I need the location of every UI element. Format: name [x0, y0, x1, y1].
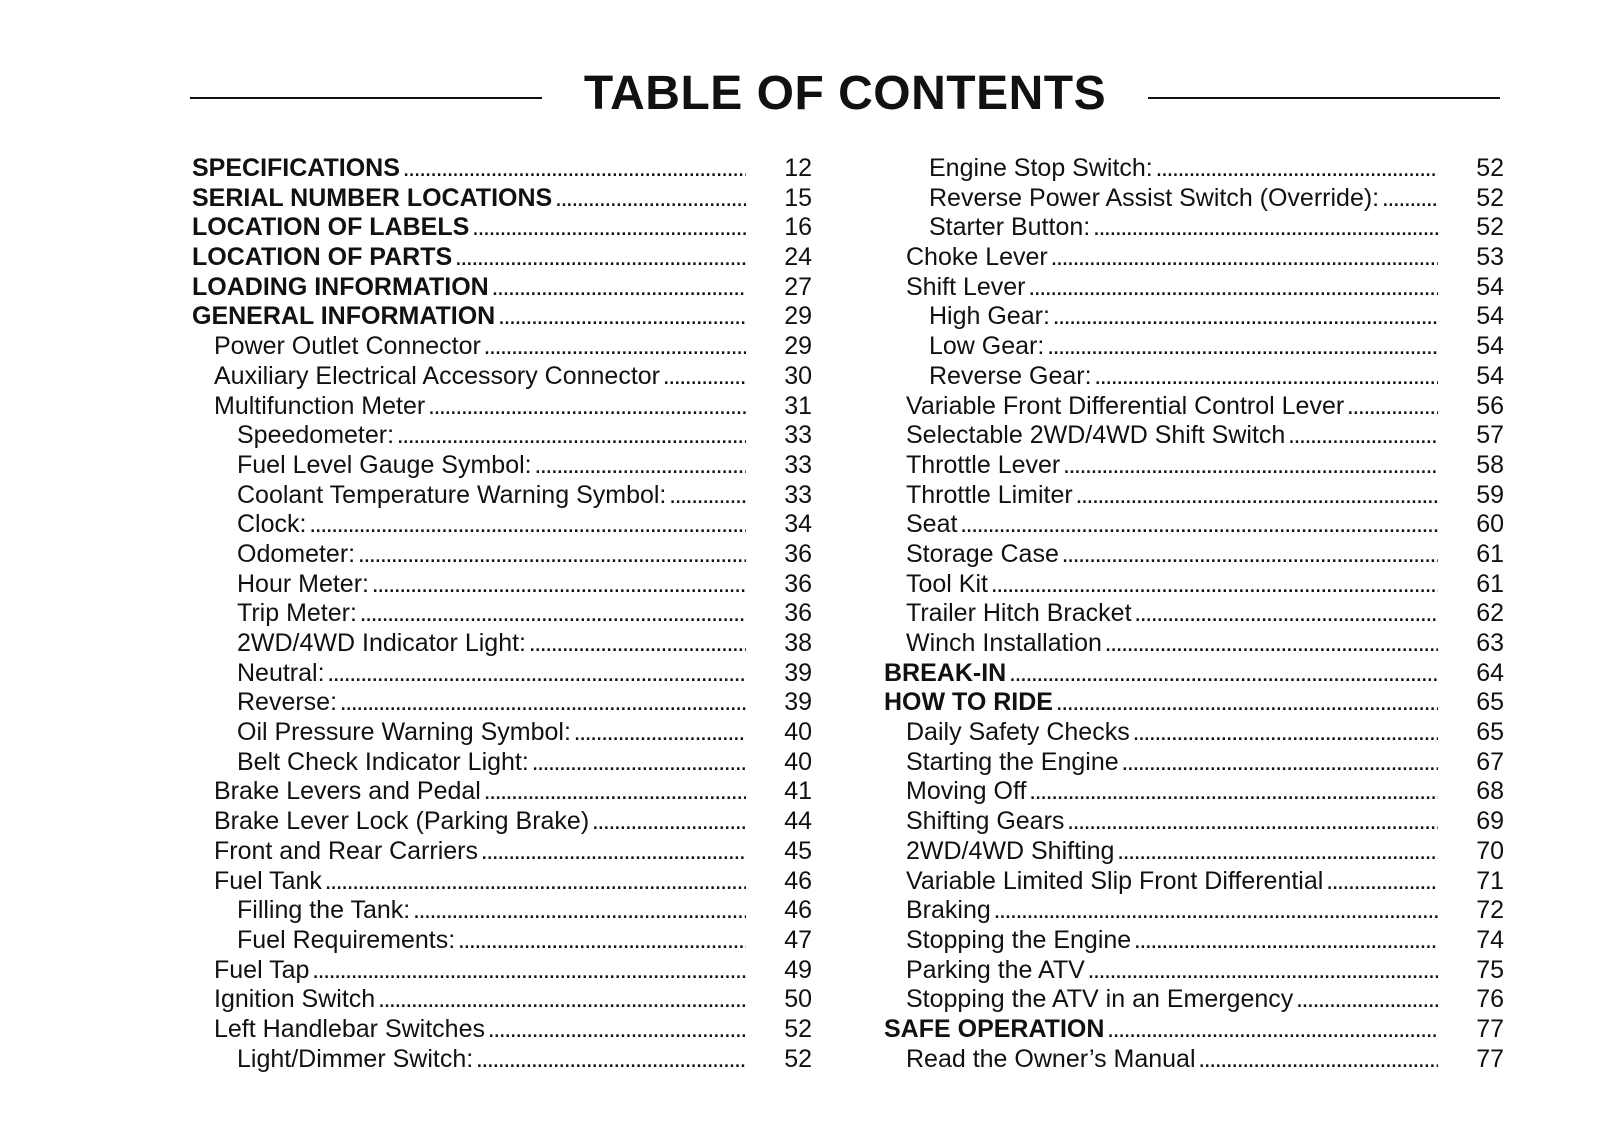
toc-entry[interactable] [884, 688, 1504, 718]
toc-entry-page: 41 [784, 777, 812, 806]
toc-entry-title: Brake Lever Lock (Parking Brake) . . . [214, 807, 746, 837]
toc-entry-title: Tool Kit . . . [906, 570, 1438, 600]
toc-entry-title: Choke Lever . . . [906, 243, 1438, 273]
toc-entry-page: 57 [1476, 421, 1504, 450]
toc-entry[interactable] [884, 570, 1504, 600]
toc-entry-title: 2WD/4WD Indicator Light: . . . [237, 629, 746, 659]
toc-entry[interactable] [192, 985, 812, 1015]
toc-entry-page: 52 [784, 1014, 812, 1043]
toc-entry-page: 50 [784, 985, 812, 1014]
toc-entry[interactable] [884, 213, 1504, 243]
toc-entry-title: Parking the ATV . . . [906, 956, 1438, 986]
toc-entry-title: Reverse Power Assist Switch (Override): . . . [929, 184, 1438, 214]
toc-entry-page: 38 [784, 629, 812, 657]
toc-entry-title: Starting the Engine . . . [906, 748, 1438, 778]
page-title: TABLE OF CONTENTS [583, 67, 1107, 120]
toc-entry[interactable] [884, 243, 1504, 273]
toc-entry-title: Moving Off . . . [906, 777, 1438, 807]
title-rule-right [1148, 97, 1500, 99]
toc-entry-title: SERIAL NUMBER LOCATIONS . . . [192, 184, 746, 214]
toc-entry-title: Engine Stop Switch: . . . [929, 154, 1438, 184]
toc-entry[interactable] [884, 837, 1504, 867]
toc-entry[interactable] [884, 421, 1504, 451]
toc-entry-page: 29 [784, 302, 812, 331]
toc-entry-page: 68 [1476, 777, 1504, 806]
toc-entry-page: 16 [784, 213, 812, 242]
toc-entry[interactable] [192, 956, 812, 986]
toc-entry-title: SAFE OPERATION . . . [884, 1015, 1438, 1045]
toc-entry-page: 27 [784, 272, 812, 301]
toc-entry-page: 61 [1476, 539, 1504, 568]
toc-entry[interactable] [192, 718, 812, 748]
toc-entry[interactable] [192, 332, 812, 362]
toc-entry-page: 52 [1476, 154, 1504, 182]
toc-entry-page: 58 [1476, 450, 1504, 479]
toc-entry-page: 24 [784, 243, 812, 272]
toc-entry-title: Daily Safety Checks . . . [906, 718, 1438, 748]
toc-entry-title: Stopping the ATV in an Emergency . . . [906, 985, 1438, 1015]
toc-entry-title: Stopping the Engine . . . [906, 926, 1438, 956]
toc-entry-title: Reverse Gear: . . . [929, 362, 1438, 392]
toc-entry-page: 44 [784, 807, 812, 836]
toc-entry[interactable] [192, 1045, 812, 1075]
toc-entry-title: Fuel Level Gauge Symbol: . . . [237, 451, 746, 481]
toc-entry[interactable] [192, 926, 812, 956]
toc-entry-page: 46 [784, 896, 812, 925]
toc-entry[interactable] [884, 332, 1504, 362]
toc-entry-page: 54 [1476, 332, 1504, 361]
toc-entry-page: 34 [784, 510, 812, 539]
toc-entry[interactable] [192, 896, 812, 926]
toc-entry[interactable] [192, 510, 812, 540]
toc-entry-title: Variable Limited Slip Front Differential . . . [906, 867, 1438, 897]
toc-entry-page: 47 [784, 925, 812, 954]
toc-entry[interactable] [884, 392, 1504, 422]
toc-entry-page: 46 [784, 866, 812, 895]
toc-entry[interactable] [884, 748, 1504, 778]
toc-entry[interactable] [192, 777, 812, 807]
toc-entry[interactable] [192, 540, 812, 570]
toc-header [0, 64, 1600, 124]
toc-entry-page: 76 [1476, 985, 1504, 1014]
toc-entry-page: 54 [1476, 361, 1504, 390]
toc-entry-page: 59 [1476, 480, 1504, 509]
toc-entry[interactable] [192, 659, 812, 689]
toc-entry-page: 45 [784, 836, 812, 865]
toc-entry-title: Hour Meter: . . . [237, 570, 746, 600]
toc-entry[interactable] [884, 599, 1504, 629]
toc-entry[interactable] [192, 867, 812, 897]
toc-entry-title: Shift Lever . . . [906, 273, 1438, 303]
toc-entry-page: 54 [1476, 302, 1504, 331]
toc-entry-title: Left Handlebar Switches . . . [214, 1015, 746, 1045]
toc-entry[interactable] [192, 1015, 812, 1045]
toc-entry[interactable] [192, 807, 812, 837]
toc-entry-page: 64 [1476, 658, 1504, 687]
toc-entry-title: Winch Installation . . . [906, 629, 1438, 659]
toc-entry[interactable] [192, 273, 812, 303]
toc-entry-page: 63 [1476, 629, 1504, 657]
toc-entry-page: 40 [784, 747, 812, 776]
toc-entry-page: 15 [784, 183, 812, 212]
toc-entry[interactable] [884, 807, 1504, 837]
toc-entry-page: 65 [1476, 688, 1504, 717]
toc-entry-page: 36 [784, 599, 812, 628]
toc-entry-title: Storage Case . . . [906, 540, 1438, 570]
toc-entry-page: 56 [1476, 391, 1504, 420]
toc-column-right [884, 154, 1504, 1074]
toc-entry-title: Read the Owner’s Manual . . . [906, 1045, 1438, 1075]
toc-entry[interactable] [192, 392, 812, 422]
toc-entry-title: LOCATION OF PARTS . . . [192, 243, 746, 273]
toc-entry-title: Belt Check Indicator Light: . . . [237, 748, 746, 778]
toc-entry-page: 70 [1476, 836, 1504, 865]
toc-entry-title: Odometer: . . . [237, 540, 746, 570]
toc-entry[interactable] [884, 540, 1504, 570]
toc-entry[interactable] [884, 273, 1504, 303]
toc-entry-page: 65 [1476, 718, 1504, 747]
toc-entry-title: Starter Button: . . . [929, 213, 1438, 243]
toc-entry-page: 77 [1476, 1014, 1504, 1043]
toc-entry-page: 40 [784, 718, 812, 747]
toc-entry[interactable] [884, 867, 1504, 897]
toc-entry[interactable] [884, 1015, 1504, 1045]
toc-entry[interactable] [192, 837, 812, 867]
toc-entry[interactable] [192, 629, 812, 659]
toc-entry-title: Light/Dimmer Switch: . . . [237, 1045, 746, 1075]
toc-entry-title: Auxiliary Electrical Accessory Connector . . . [214, 362, 746, 392]
toc-entry-page: 33 [784, 450, 812, 479]
toc-entry[interactable] [192, 362, 812, 392]
toc-entry-page: 33 [784, 421, 812, 450]
toc-entry[interactable] [192, 451, 812, 481]
toc-entry-page: 75 [1476, 955, 1504, 984]
toc-entry[interactable] [884, 154, 1504, 184]
toc-entry[interactable] [884, 629, 1504, 659]
toc-entry-page: 12 [784, 154, 812, 182]
toc-entry-title: Oil Pressure Warning Symbol: . . . [237, 718, 746, 748]
toc-entry-title: Throttle Lever . . . [906, 451, 1438, 481]
toc-entry-page: 69 [1476, 807, 1504, 836]
toc-entry[interactable] [192, 213, 812, 243]
toc-entry-page: 61 [1476, 569, 1504, 598]
toc-entry[interactable] [192, 154, 812, 184]
toc-entry-page: 60 [1476, 510, 1504, 539]
toc-entry-title: Multifunction Meter . . . [214, 392, 746, 422]
toc-entry-title: HOW TO RIDE . . . [884, 688, 1438, 718]
toc-entry-title: Neutral: . . . [237, 659, 746, 689]
toc-entry-title: Ignition Switch . . . [214, 985, 746, 1015]
toc-entry[interactable] [884, 659, 1504, 689]
toc-entry-title: LOCATION OF LABELS . . . [192, 213, 746, 243]
toc-entry[interactable] [192, 302, 812, 332]
toc-entry[interactable] [192, 570, 812, 600]
toc-entry[interactable] [884, 510, 1504, 540]
toc-entry-title: Coolant Temperature Warning Symbol: . . . [237, 481, 746, 511]
toc-entry[interactable] [884, 718, 1504, 748]
toc-entry-page: 72 [1476, 896, 1504, 925]
toc-entry[interactable] [884, 362, 1504, 392]
toc-entry-title: Filling the Tank: . . . [237, 896, 746, 926]
toc-entry-title: Clock: . . . [237, 510, 746, 540]
toc-entry-title: Front and Rear Carriers . . . [214, 837, 746, 867]
toc-entry-title: GENERAL INFORMATION . . . [192, 302, 746, 332]
toc-entry[interactable] [884, 302, 1504, 332]
toc-entry[interactable] [192, 421, 812, 451]
toc-entry-title: Trailer Hitch Bracket . . . [906, 599, 1438, 629]
toc-entry-page: 52 [1476, 183, 1504, 212]
toc-entry-page: 53 [1476, 243, 1504, 272]
toc-entry[interactable] [884, 896, 1504, 926]
toc-entry-title: High Gear: . . . [929, 302, 1438, 332]
toc-entry-page: 74 [1476, 925, 1504, 954]
title-rule-left [190, 97, 542, 99]
toc-entry-page: 31 [784, 391, 812, 420]
toc-column-left [192, 154, 812, 1074]
toc-entry[interactable] [884, 184, 1504, 214]
toc-entry[interactable] [192, 184, 812, 214]
toc-entry-page: 36 [784, 539, 812, 568]
toc-entry[interactable] [192, 599, 812, 629]
toc-entry-title: Fuel Requirements: . . . [237, 926, 746, 956]
toc-entry[interactable] [192, 688, 812, 718]
toc-entry-page: 62 [1476, 599, 1504, 628]
toc-entry-title: Shifting Gears . . . [906, 807, 1438, 837]
toc-entry-page: 77 [1476, 1044, 1504, 1073]
toc-entry-page: 52 [1476, 213, 1504, 242]
toc-entry-title: BREAK-IN . . . [884, 659, 1438, 689]
toc-entry-title: LOADING INFORMATION . . . [192, 273, 746, 303]
toc-entry[interactable] [884, 481, 1504, 511]
toc-entry-title: 2WD/4WD Shifting . . . [906, 837, 1438, 867]
toc-entry-title: Fuel Tap . . . [214, 956, 746, 986]
toc-entry-title: Throttle Limiter . . . [906, 481, 1438, 511]
toc-entry-page: 52 [784, 1044, 812, 1073]
toc-entry[interactable] [884, 777, 1504, 807]
toc-entry-page: 29 [784, 332, 812, 361]
toc-entry-title: Seat . . . [906, 510, 1438, 540]
toc-entry-title: SPECIFICATIONS . . . [192, 154, 746, 184]
toc-entry[interactable] [192, 748, 812, 778]
toc-entry-title: Reverse: . . . [237, 688, 746, 718]
toc-entry-page: 33 [784, 480, 812, 509]
toc-entry-title: Selectable 2WD/4WD Shift Switch . . . [906, 421, 1438, 451]
toc-entry-page: 71 [1476, 866, 1504, 895]
toc-entry-page: 36 [784, 569, 812, 598]
toc-entry-page: 67 [1476, 747, 1504, 776]
toc-entry-title: Braking . . . [906, 896, 1438, 926]
toc-entry[interactable] [884, 956, 1504, 986]
toc-entry-title: Brake Levers and Pedal . . . [214, 777, 746, 807]
toc-entry-title: Power Outlet Connector . . . [214, 332, 746, 362]
toc-entry-page: 49 [784, 955, 812, 984]
toc-entry-page: 39 [784, 688, 812, 717]
toc-entry-page: 39 [784, 658, 812, 687]
toc-entry[interactable] [192, 243, 812, 273]
toc-entry-title: Low Gear: . . . [929, 332, 1438, 362]
toc-entry[interactable] [884, 985, 1504, 1015]
toc-entry[interactable] [884, 451, 1504, 481]
toc-entry-page: 30 [784, 361, 812, 390]
toc-entry-title: Fuel Tank . . . [214, 867, 746, 897]
toc-entry[interactable] [884, 926, 1504, 956]
toc-entry-title: Variable Front Differential Control Lever . . . [906, 392, 1438, 422]
toc-entry[interactable] [884, 1045, 1504, 1075]
toc-entry[interactable] [192, 481, 812, 511]
toc-entry-title: Speedometer: . . . [237, 421, 746, 451]
toc-entry-title: Trip Meter: . . . [237, 599, 746, 629]
toc-entry-page: 54 [1476, 272, 1504, 301]
